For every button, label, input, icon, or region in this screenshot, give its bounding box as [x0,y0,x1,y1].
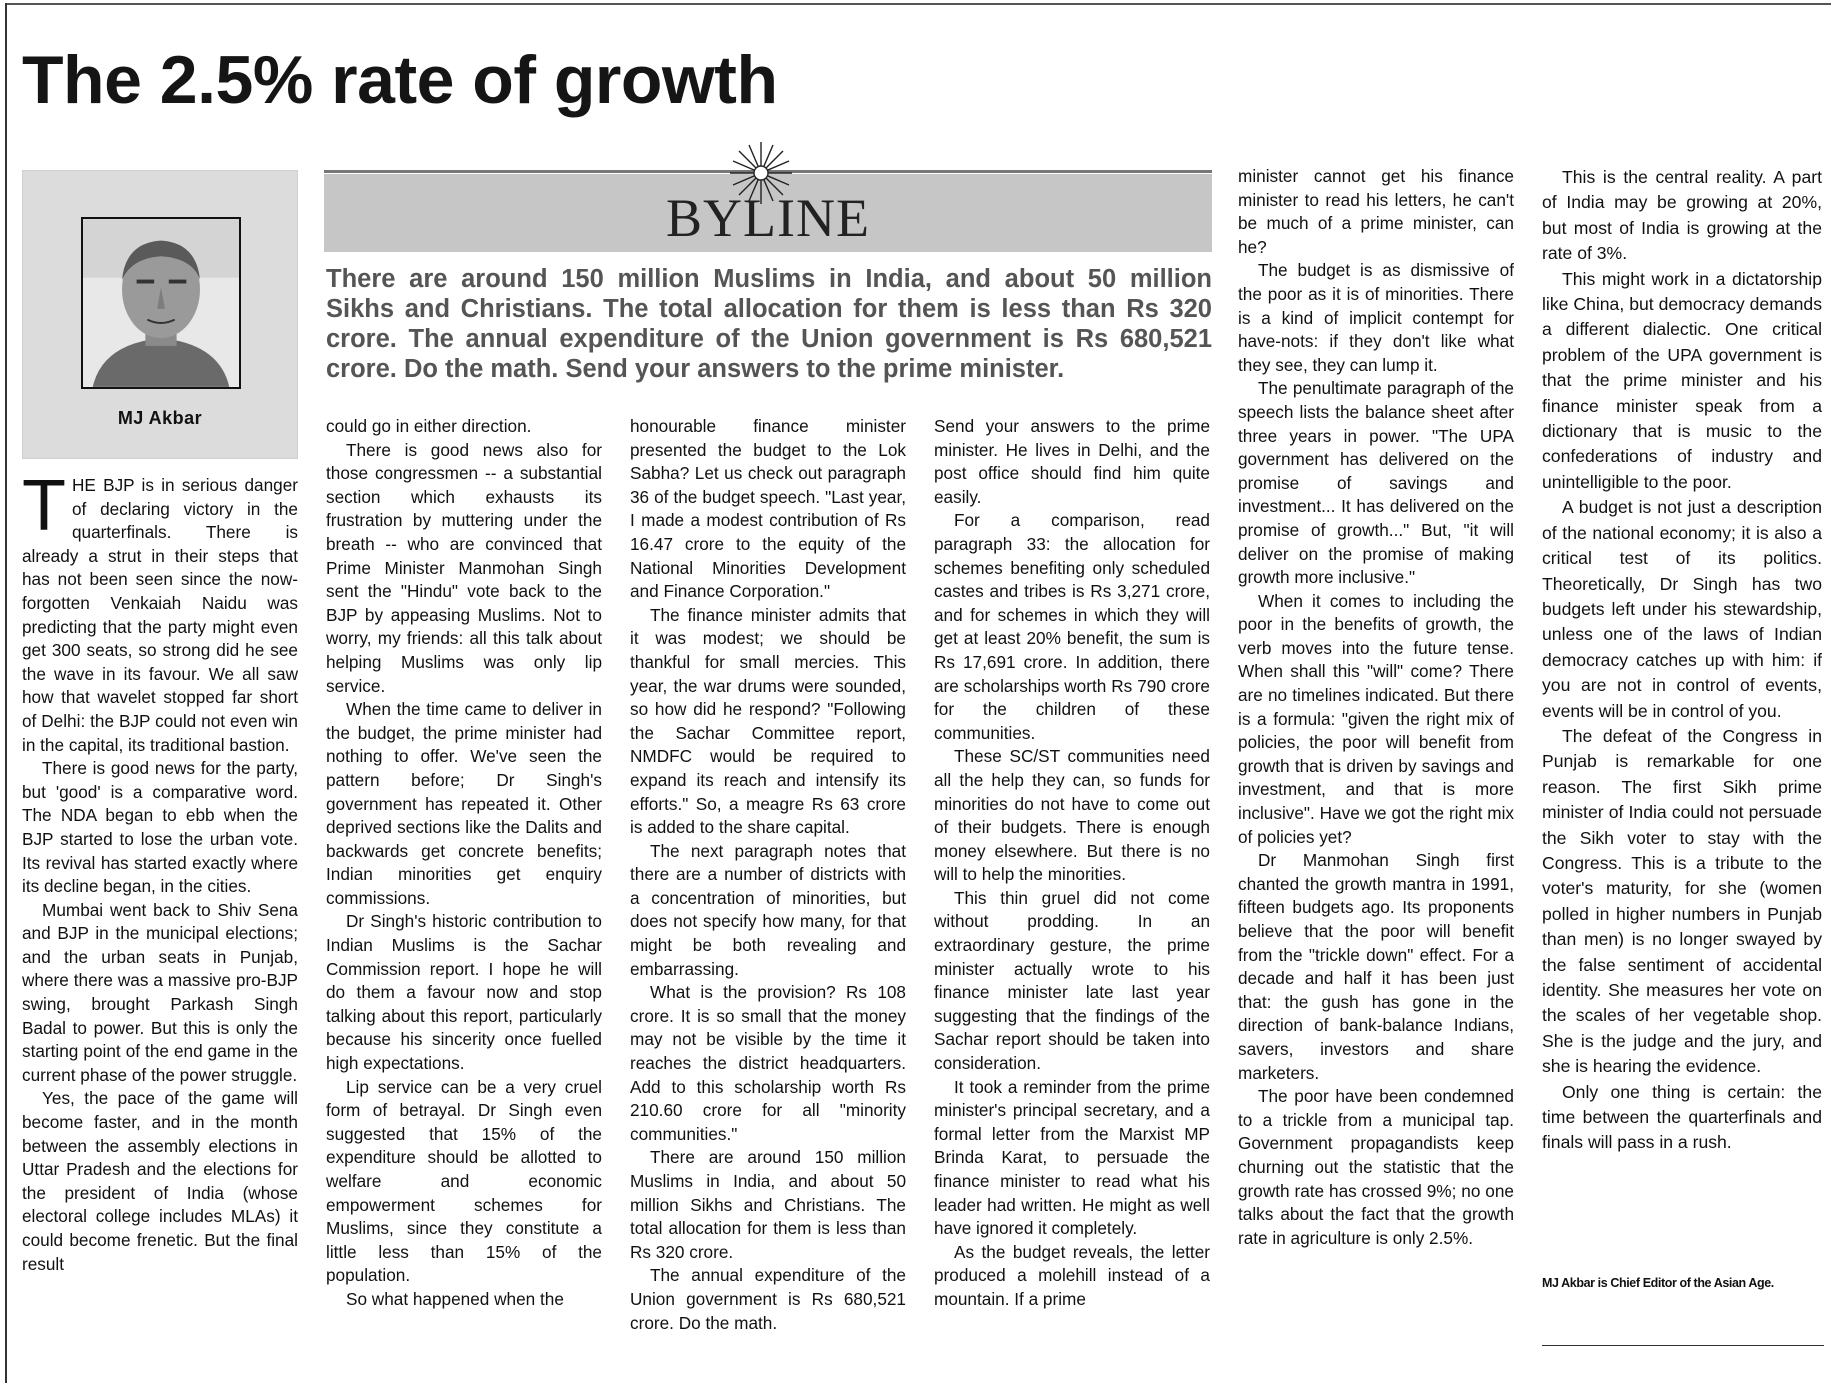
article-paragraph: Mumbai went back to Shiv Sena and BJP in the municipal elections; and the urban seats in Punjab, where there was a massive pro-BJP swing, brought Parkash Singh Badal to power. But this is only the starting point of the end game in the current phase of the power struggle. [22,899,298,1085]
article-paragraph: The poor have been condemned to a trickle from a municipal tap. Government propagandists keep churning out the statistic that the growth rate has crossed 9%; no one talks about the fact that the growth rate in agriculture is only 2.5%. [1238,1086,1514,1248]
article-paragraph: This might work in a dictatorship like China, but democracy demands a different dialectic. One critical problem of the UPA government is that the prime minister and his finance minister speak from a dictionary that is music to the confederations of industry and unintelligible to the poor. [1542,268,1822,492]
article-column-4 [934,415,1210,1384]
paragraph-text: HE BJP is in serious danger of declaring victory in the quarterfinals. There is already a strut in their steps that has not been seen since the now-forgotten Venkaiah Naidu was predicting that the party might even get 300 seats, so strong did he see the wave in its favour. We all saw how that wavelet stopped far short of Delhi: the BJP could not even win in the capital, its traditional bastion. [22,475,298,755]
article-column-2 [326,415,602,1384]
article-paragraph: What is the provision? Rs 108 crore. It is so small that the money may not be visible by the time it reaches the district headquarters. Add to this scholarship worth Rs 210.60 crore for all "minority communities." [630,982,906,1144]
article-paragraph: Dr Singh's historic contribution to Indian Muslims is the Sachar Commission report. I hope he will do them a favour now and stop talking about this report, particularly because his sincerity once fuelled high expectations. [326,911,602,1074]
article-paragraph: When the time came to deliver in the budget, the prime minister had nothing to offer. We've seen the pattern before; Dr Singh's government has repeated it. Other deprived sections like the Dalits and backwards get concrete benefits; Indian minorities get enquiry commissions. [326,699,602,908]
article-paragraph: Dr Manmohan Singh first chanted the growth mantra in 1991, fifteen budgets ago. Its proponents believe that the poor will benefit from the "trickle down" effect. For a decade and half it has been just that: the gush has gone in the direction of bank-balance Indians, savers, investors and share marketers. [1238,850,1514,1083]
article-paragraph: It took a reminder from the prime minister's principal secretary, and a formal letter from the Marxist MP Brinda Karat, to persuade the finance minister to read what his leader had written. He might as well have ignored it completely. [934,1076,1210,1239]
author-name: MJ Akbar [117,408,203,428]
top-rule [5,3,1831,5]
headline: The 2.5% rate of growth [22,42,778,118]
article-paragraph [22,474,298,757]
article-paragraph: The finance minister admits that it was modest; we should be thankful for small mercies. This year, the war drums were sounded, so how did he respond? "Following the Sachar Committee report, NMDFC would be required to expand its reach and intensify its efforts." So, a meagre Rs 63 crore is added to the share capital. [630,604,906,838]
article-paragraph: The budget is as dismissive of the poor as it is of minorities. There is a kind of implicit contempt for have-nots: if they don't like what they see, they can lump it. [1238,260,1514,375]
drop-cap: T [22,474,66,546]
article-paragraph: There is good news also for those congressmen -- a substantial section which exhausts its frustration by muttering under the breath -- who are convinced that Prime Minister Manmohan Singh sent the "Hindu" vote back to the BJP by appeasing Muslims. Not to worry, my friends: all this talk about helping Muslims was only lip service. [326,439,602,696]
author-credit: MJ Akbar is Chief Editor of the Asian Age. [1542,1276,1774,1290]
article-paragraph: This thin gruel did not come without prodding. In an extraordinary gesture, the prime minister actually wrote to his finance minister late last year suggesting that the findings of the Sachar report should be taken into consideration. [934,887,1210,1074]
article-column-6 [1542,165,1822,1265]
article-paragraph: There are around 150 million Muslims in India, and about 50 million Sikhs and Christians. The total allocation for them is less than Rs 320 crore. [630,1147,906,1262]
article-paragraph: These SC/ST communities need all the help they can, so funds for minorities do not have to come out of their budgets. There is enough money elsewhere. But there is no will to help the minorities. [934,746,1210,885]
article-paragraph: could go in either direction. [326,416,532,436]
author-box [22,170,298,459]
article-paragraph: The annual expenditure of the Union government is Rs 680,521 crore. Do the math. [630,1265,906,1333]
article-paragraph: The penultimate paragraph of the speech lists the balance sheet after three years in power. "The UPA government has delivered on the promise of savings and investment... It has delivered on the promise of growth..." But, "it will deliver on the promise of making growth more inclusive." [1238,378,1514,588]
end-rule [1542,1345,1824,1346]
author-photo [81,217,241,389]
article-paragraph: So what happened when the [346,1288,564,1309]
article-column-3 [630,415,906,1384]
article-paragraph: Only one thing is certain: the time between the quarterfinals and finals will pass in a rush. [1542,1081,1822,1153]
article-paragraph: Send your answers to the prime minister. He lives in Delhi, and the post office should find him quite easily. [934,416,1210,507]
article-paragraph: When it comes to including the poor in the benefits of growth, the verb moves into the future tense. When shall this "will" come? There are no timelines indicated. But there is a formula: "given the right mix of policies, the poor will benefit from growth that is driven by savings and investment, and that is more inclusive". Have we got the right mix of policies yet? [1238,590,1514,847]
article-paragraph: For a comparison, read paragraph 33: the allocation for schemes benefiting only scheduled castes and tribes is Rs 3,271 crore, and for schemes in which they will get at least 20% benefit, the sum is Rs 17,691 crore. In addition, there are scholarships worth Rs 790 crore for the children of these communities. [934,510,1210,743]
author-portrait-image [83,219,239,387]
article-paragraph: The next paragraph notes that there are a number of districts with a concentration of minorities, but does not specify how many, for that might be both revealing and embarrassing. [630,840,906,979]
star-burst-icon [728,140,794,206]
article-column-5 [1238,165,1514,1384]
article-paragraph: There is good news for the party, but 'good' is a comparative word. The NDA began to ebb when the BJP started to lose the urban vote. Its revival has started exactly where its decline began, in the cities. [22,758,298,897]
article-paragraph: Lip service can be a very cruel form of betrayal. Dr Singh even suggested that 15% of the expenditure should be allotted to welfare and economic empowerment schemes for Muslims, since they constitute a little less than 15% of the population. [326,1076,602,1286]
article-paragraph: A budget is not just a description of the national economy; it is also a critical test of its politics. Theoretically, Dr Singh has two budgets left under his stewardship, unless one of the laws of Indian democracy catches up with him: if you are not in control of events, events will be in control of you. [1542,497,1822,721]
article-paragraph: This is the central reality. A part of India may be growing at 20%, but most of India is growing at the rate of 3%. [1542,167,1822,264]
article-paragraph: Yes, the pace of the game will become faster, and in the month between the assembly elections in Uttar Pradesh and the elections for the president of India (whose electoral college includes MLAs) it could become frenetic. But the final result [22,1088,298,1274]
left-rule [5,3,7,1383]
article-paragraph: As the budget reveals, the letter produced a molehill instead of a mountain. If a prime [934,1241,1210,1309]
article-paragraph: The defeat of the Congress in Punjab is remarkable for one reason. The first Sikh prime minister of India could not persuade the Sikh voter to stay with the Congress. This is a tribute to the voter's maturity, for she (women polled in higher numbers in Punjab than men) is no longer swayed by the false sentiment of accidental identity. She measures her vote on the scales of her vegetable shop. She is the judge and the jury, and she is hearing the evidence. [1542,725,1822,1077]
pull-quote: There are around 150 million Muslims in India, and about 50 million Sikhs and Christians. The total allocation for them is less than Rs 320 crore. The annual expenditure of the Union government is Rs 680,521 crore. Do the math. Send your answers to the prime minister. [326,265,1212,383]
article-paragraph: honourable finance minister presented the budget to the Lok Sabha? Let us check out paragraph 36 of the budget speech. "Last year, I made a modest contribution of Rs 16.47 crore to the equity of the National Minorities Development and Finance Corporation." [630,416,906,602]
article-paragraph: minister cannot get his finance minister to read his letters, he can't be much of a prime minister, can he? [1238,166,1514,257]
column-label: BYLINE [666,188,870,248]
article-column-1 [22,474,298,1384]
